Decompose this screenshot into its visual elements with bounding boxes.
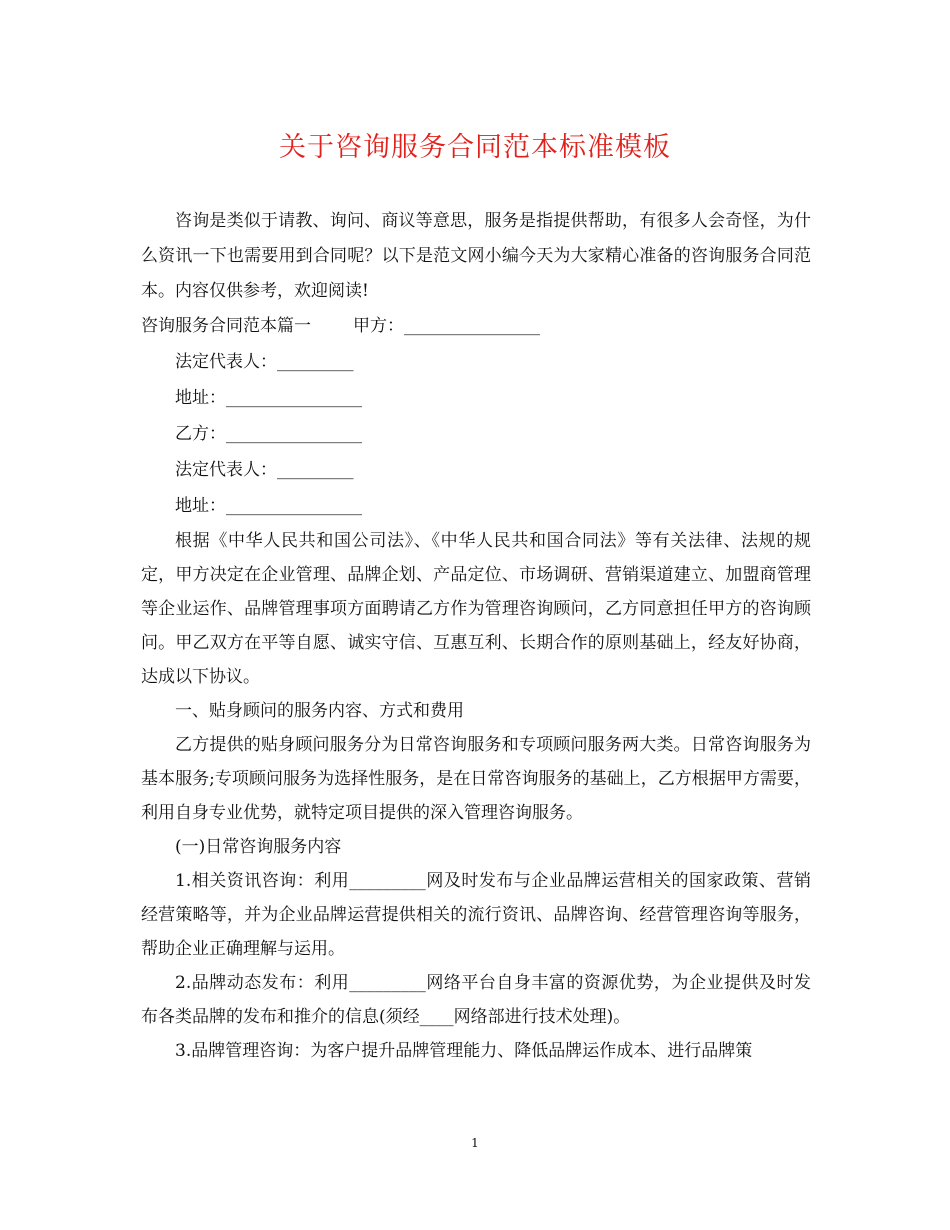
item-3-paragraph: 3.品牌管理咨询：为客户提升品牌管理能力、降低品牌运作成本、进行品牌策 — [175, 1041, 753, 1061]
clause-1-paragraph: 乙方提供的贴身顾问服务分为日常咨询服务和专项顾问服务两大类。日常咨询服务为基本服务;专项顾问服务为选择性服务，是在日常咨询服务的基础上，乙方根据甲方需要，利用自身专业优势，就特定项目提供的深入管理咨询服务。 — [141, 735, 811, 823]
section-heading: 咨询服务合同范本篇一 — [141, 316, 311, 336]
party-b-address: 地址：________________ — [175, 496, 362, 516]
intro-paragraph: 咨询是类似于请教、询问、商议等意思，服务是指提供帮助，有很多人会奇怪，为什么资讯一下也需要用到合同呢？以下是范文网小编今天为大家精心准备的咨询服务合同范本。内容仅供参考，欢迎阅读! — [141, 211, 811, 301]
party-a-line: 甲方：________________ — [353, 316, 540, 336]
document-title: 关于咨询服务合同范本标准模板 — [279, 132, 671, 163]
party-a-representative: 法定代表人：_________ — [175, 352, 354, 372]
sub-heading-daily-consulting: (一)日常咨询服务内容 — [175, 837, 342, 857]
party-a-address: 地址：________________ — [175, 388, 362, 408]
item-1-paragraph: 1.相关资讯咨询：利用_________网及时发布与企业品牌运营相关的国家政策、营销经营策略等，并为企业品牌运营提供相关的流行资讯、品牌咨询、经营管理咨询等服务，帮助企业正确理解与运用。 — [141, 871, 811, 959]
section-heading-row — [141, 309, 811, 344]
page-number: 1 — [471, 1136, 479, 1150]
party-b-line: 乙方：________________ — [175, 424, 362, 444]
basis-paragraph: 根据《中华人民共和国公司法》、《中华人民共和国合同法》等有关法律、法规的规定，甲方决定在企业管理、品牌企划、产品定位、市场调研、营销渠道建立、加盟商管理等企业运作、品牌管理事项方面聘请乙方作为管理咨询顾问，乙方同意担任甲方的咨询顾问。甲乙双方在平等自愿、诚实守信、互惠互利、长期合作的原则基础上，经友好协商，达成以下协议。 — [141, 531, 811, 687]
party-b-representative: 法定代表人：_________ — [175, 460, 354, 480]
clause-1-heading: 一、贴身顾问的服务内容、方式和费用 — [175, 701, 464, 721]
item-2-paragraph: 2.品牌动态发布：利用_________网络平台自身丰富的资源优势，为企业提供及时发布各类品牌的发布和推介的信息(须经____网络部进行技术处理)。 — [141, 973, 811, 1027]
document-body — [141, 204, 811, 1068]
